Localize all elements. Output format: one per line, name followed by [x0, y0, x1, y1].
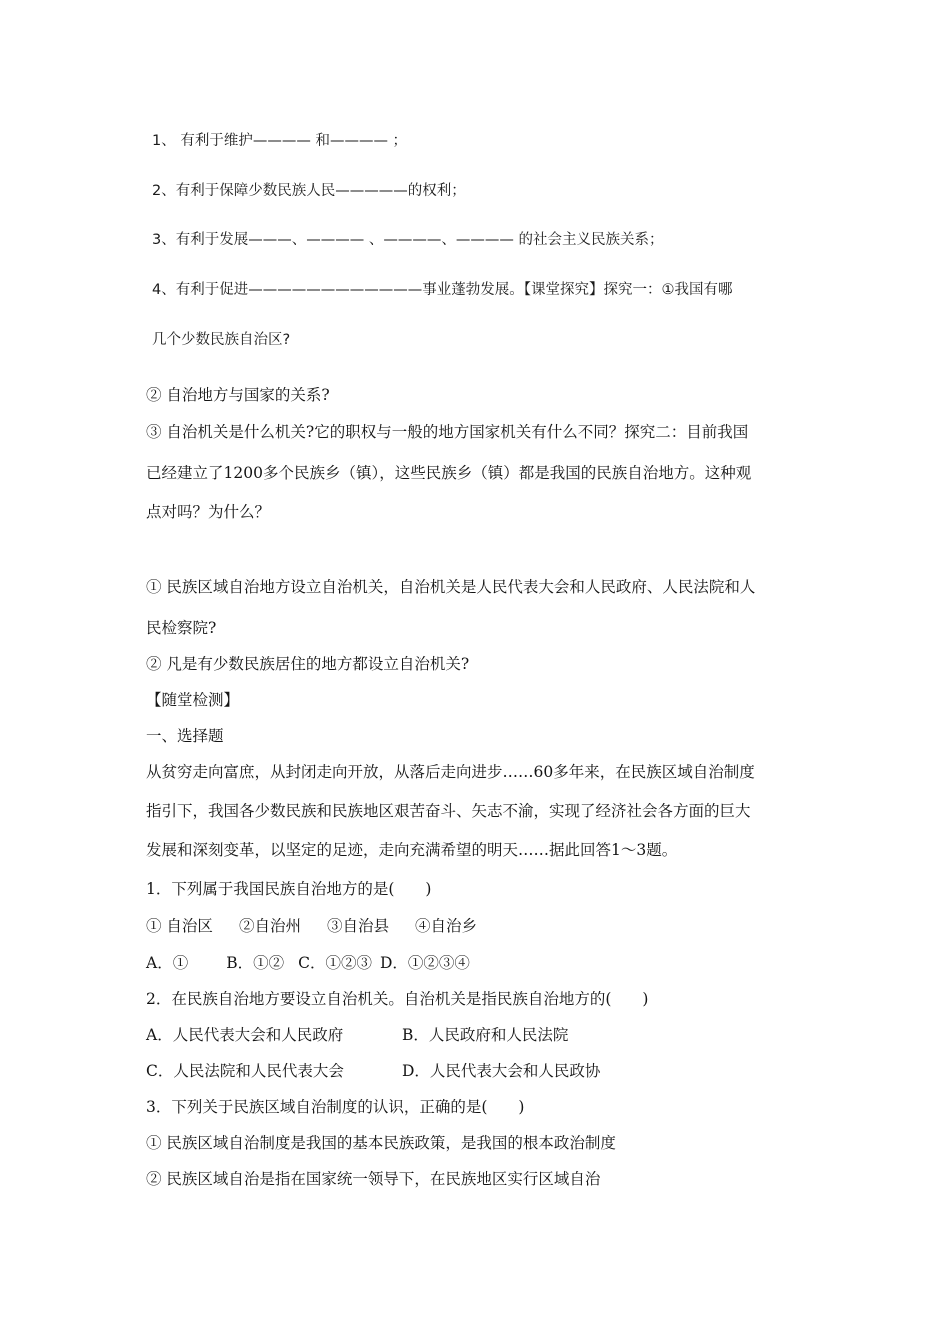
q1-item: ②自治州: [238, 917, 301, 935]
fill-item-3: 3、有利于发展———、———— 、————、———— 的社会主义民族关系；: [152, 232, 664, 248]
q2-option-b: B．人民政府和人民法院: [402, 1026, 569, 1044]
inquiry-line-2: ③ 自治机关是什么机关?它的职权与一般的地方国家机关有什么不同？探究二：目前我国: [146, 423, 749, 441]
q2-options-row-2: [146, 1061, 600, 1081]
q1-option-d: D．①②③④: [379, 954, 470, 972]
q1-option-c: C．①②③: [298, 954, 372, 972]
subsection-title: 一、选择题: [146, 727, 224, 745]
passage-line-3: 发展和深刻变革，以坚定的足迹，走向充满希望的明天……据此回答1～3题。: [146, 841, 678, 859]
q1-options: [146, 953, 470, 973]
section-title: 【随堂检测】: [146, 691, 240, 709]
fill-item-1: 1、 有利于维护———— 和———— ；: [152, 133, 408, 149]
fill-item-2: 2、有利于保障少数民族人民—————的权利；: [152, 183, 466, 199]
q2-option-d: D．人民代表大会和人民政协: [402, 1062, 601, 1080]
q1-item: ④自治乡: [414, 917, 477, 935]
q2-options-row-1: [146, 1025, 568, 1045]
q3-item-1: ① 民族区域自治制度是我国的基本民族政策，是我国的根本政治制度: [146, 1134, 616, 1152]
passage-line-1: 从贫穷走向富庶，从封闭走向开放，从落后走向进步……60多年来，在民族区域自治制度: [146, 763, 755, 781]
q2-option-c: C．人民法院和人民代表大会: [146, 1062, 344, 1080]
q1-option-b: B．①②: [226, 954, 285, 972]
q1-option-a: A．①: [146, 954, 189, 972]
analysis-line-2: 民检察院?: [146, 619, 217, 637]
inquiry-line-4: 点对吗？为什么？: [146, 503, 271, 521]
passage-line-2: 指引下，我国各少数民族和民族地区艰苦奋斗、矢志不渝，实现了经济社会各方面的巨大: [146, 802, 751, 820]
analysis-line-3: ② 凡是有少数民族居住的地方都设立自治机关?: [146, 655, 470, 673]
inquiry-line-3: 已经建立了1200多个民族乡（镇），这些民族乡（镇）都是我国的民族自治地方。这种观: [146, 464, 752, 482]
q1-stem: 1．下列属于我国民族自治地方的是( ): [146, 880, 432, 898]
fill-item-5: 几个少数民族自治区?: [152, 332, 291, 348]
q3-item-2: ② 民族区域自治是指在国家统一领导下，在民族地区实行区域自治: [146, 1170, 601, 1188]
q1-item: ③自治县: [326, 917, 389, 935]
q1-items: [146, 916, 477, 936]
q3-stem: 3．下列关于民族区域自治制度的认识，正确的是( ): [146, 1098, 525, 1116]
q1-item: ① 自治区: [146, 917, 213, 935]
analysis-line-1: ① 民族区域自治地方设立自治机关，自治机关是人民代表大会和人民政府、人民法院和人: [146, 578, 756, 596]
q2-option-a: A．人民代表大会和人民政府: [146, 1026, 344, 1044]
q2-stem: 2．在民族自治地方要设立自治机关。自治机关是指民族自治地方的( ): [146, 990, 649, 1008]
fill-item-4: 4、有利于促进————————————事业蓬勃发展。【课堂探究】探究一：①我国有哪: [152, 282, 733, 298]
inquiry-line-1: ② 自治地方与国家的关系?: [146, 386, 330, 404]
